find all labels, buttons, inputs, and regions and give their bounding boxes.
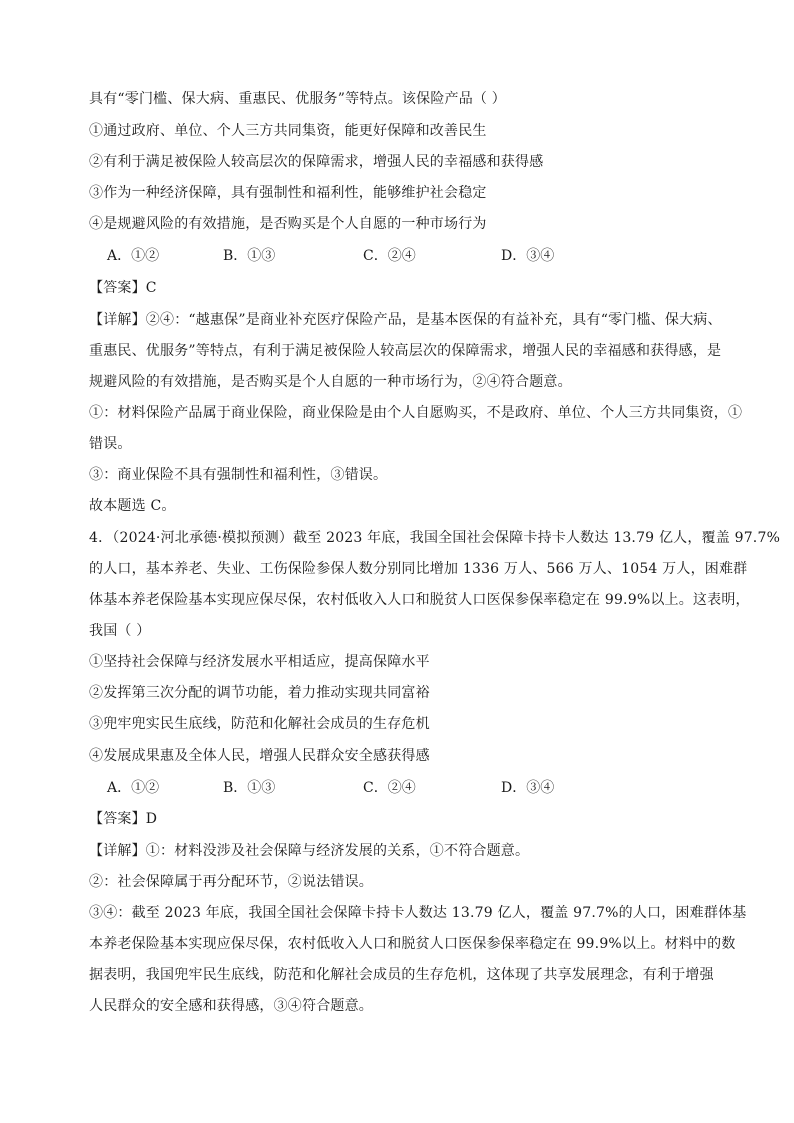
- q3-option-d: D．③④: [501, 248, 555, 264]
- q3-analysis-line-3: 规避风险的有效措施，是否购买是个人自愿的一种市场行为，②④符合题意。: [89, 374, 572, 390]
- q4-item-4: ④发展成果惠及全体人民，增强人民群众安全感获得感: [89, 748, 430, 764]
- q3-analysis-line-1: 【详解】②④：“越惠保”是商业补充医疗保险产品，是基本医保的有益补充，具有“零门槛、保大病、: [89, 312, 722, 328]
- q4-analysis-line-2: ②：社会保障属于再分配环节，②说法错误。: [89, 874, 373, 890]
- q4-analysis-line-6: 人民群众的安全感和获得感，③④符合题意。: [89, 998, 373, 1014]
- q4-analysis-line-4: 本养老保险基本实现应保尽保，农村低收入人口和脱贫人口医保参保率稳定在 99.9%以上。材料中的数: [89, 936, 736, 952]
- q3-stem-tail: 具有“零门槛、保大病、重惠民、优服务”等特点。该保险产品（ ）: [89, 91, 506, 107]
- q3-option-b: B．①③: [223, 248, 276, 264]
- q3-conclusion: 故本题选 C。: [89, 498, 176, 514]
- q4-option-d: D．③④: [501, 780, 555, 796]
- q3-answer: 【答案】C: [89, 280, 157, 296]
- q3-option-c: C．②④: [363, 248, 416, 264]
- q3-analysis-line-5: 错误。: [89, 436, 132, 452]
- q4-stem-line-1: 4．（2024·河北承德·模拟预测）截至 2023 年底，我国全国社会保障卡持卡人数达 13.79 亿人，覆盖 97.7%: [89, 530, 781, 546]
- q3-analysis-line-2: 重惠民、优服务”等特点，有利于满足被保险人较高层次的保障需求，增强人民的幸福感和获得感，是: [89, 343, 722, 359]
- q4-option-b: B．①③: [223, 780, 276, 796]
- q4-stem-line-2: 的人口，基本养老、失业、工伤保险参保人数分别同比增加 1336 万人、566 万人、1054 万人，困难群: [89, 561, 748, 577]
- q4-analysis-line-5: 据表明，我国兜牢民生底线，防范和化解社会成员的生存危机，这体现了共享发展理念，有利于增强: [89, 967, 714, 983]
- q4-option-a: A．①②: [107, 780, 160, 796]
- q4-item-2: ②发挥第三次分配的调节功能，着力推动实现共同富裕: [89, 685, 430, 701]
- q4-analysis-line-1: 【详解】①：材料没涉及社会保障与经济发展的关系，①不符合题意。: [89, 843, 530, 859]
- q4-answer: 【答案】D: [89, 811, 158, 827]
- q4-option-c: C．②④: [363, 780, 416, 796]
- q3-item-2: ②有利于满足被保险人较高层次的保障需求，增强人民的幸福感和获得感: [89, 154, 544, 170]
- q3-item-1: ①通过政府、单位、个人三方共同集资，能更好保障和改善民生: [89, 123, 487, 139]
- q4-item-1: ①坚持社会保障与经济发展水平相适应，提高保障水平: [89, 654, 430, 670]
- q3-analysis-line-6: ③：商业保险不具有强制性和福利性，③错误。: [89, 467, 388, 483]
- q3-item-4: ④是规避风险的有效措施，是否购买是个人自愿的一种市场行为: [89, 216, 487, 232]
- q3-item-3: ③作为一种经济保障，具有强制性和福利性，能够维护社会稳定: [89, 185, 487, 201]
- q3-option-a: A．①②: [107, 248, 160, 264]
- q4-analysis-line-3: ③④：截至 2023 年底，我国全国社会保障卡持卡人数达 13.79 亿人，覆盖 97.7%的人口，困难群体基: [89, 905, 747, 921]
- q4-stem-line-3: 体基本养老保险基本实现应保尽保，农村低收入人口和脱贫人口医保参保率稳定在 99.9%以上。这表明，: [89, 592, 750, 608]
- q4-item-3: ③兜牢兜实民生底线，防范和化解社会成员的生存危机: [89, 716, 430, 732]
- q3-analysis-line-4: ①：材料保险产品属于商业保险，商业保险是由个人自愿购买，不是政府、单位、个人三方共同集资，①: [89, 405, 743, 421]
- q4-stem-line-4: 我国（ ）: [89, 623, 151, 639]
